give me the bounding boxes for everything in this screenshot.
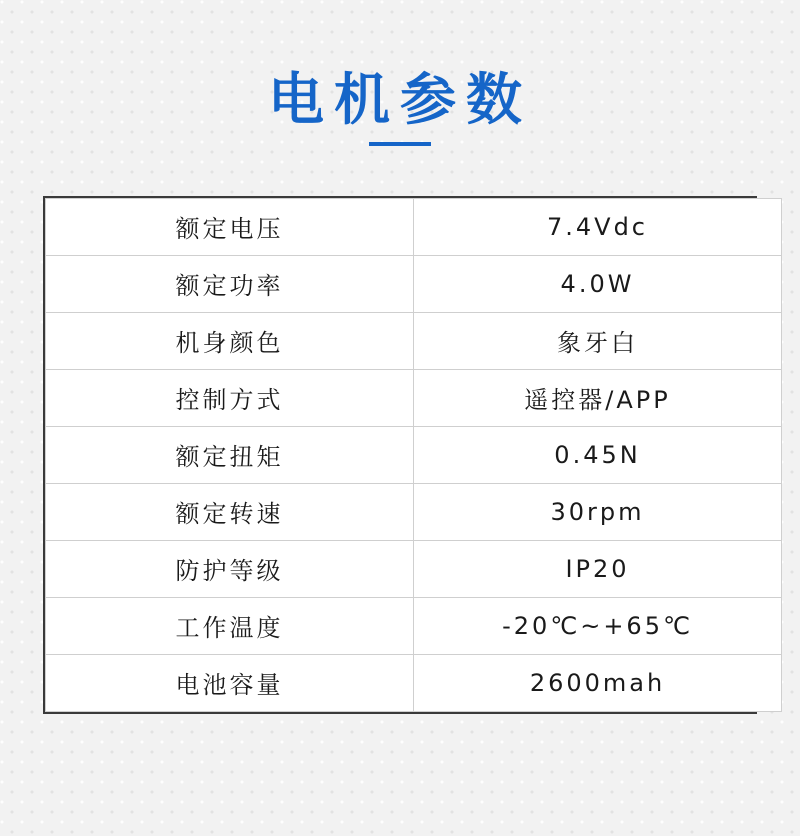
spec-value: 遥控器/APP [414,369,782,426]
spec-value: IP20 [414,540,782,597]
spec-table-container [43,196,757,714]
spec-label: 额定转速 [46,483,414,540]
spec-value: 0.45N [414,426,782,483]
spec-value: 2600mah [414,654,782,711]
title-underline [369,142,431,146]
page-title [268,70,532,146]
table-row [46,198,782,255]
table-row [46,312,782,369]
table-row [46,255,782,312]
spec-label: 额定电压 [46,198,414,255]
table-row [46,597,782,654]
page-title-section [0,0,800,146]
spec-table [45,198,782,712]
spec-label: 控制方式 [46,369,414,426]
spec-value: 象牙白 [414,312,782,369]
spec-value: 30rpm [414,483,782,540]
spec-value: -20℃~+65℃ [414,597,782,654]
spec-label: 工作温度 [46,597,414,654]
table-row [46,540,782,597]
table-row [46,369,782,426]
page-title-text: 电机参数 [268,68,532,133]
spec-table-body [46,198,782,711]
spec-value: 4.0W [414,255,782,312]
spec-label: 电池容量 [46,654,414,711]
spec-label: 机身颜色 [46,312,414,369]
spec-label: 额定扭矩 [46,426,414,483]
spec-value: 7.4Vdc [414,198,782,255]
spec-label: 防护等级 [46,540,414,597]
spec-label: 额定功率 [46,255,414,312]
table-row [46,426,782,483]
table-row [46,654,782,711]
table-row [46,483,782,540]
